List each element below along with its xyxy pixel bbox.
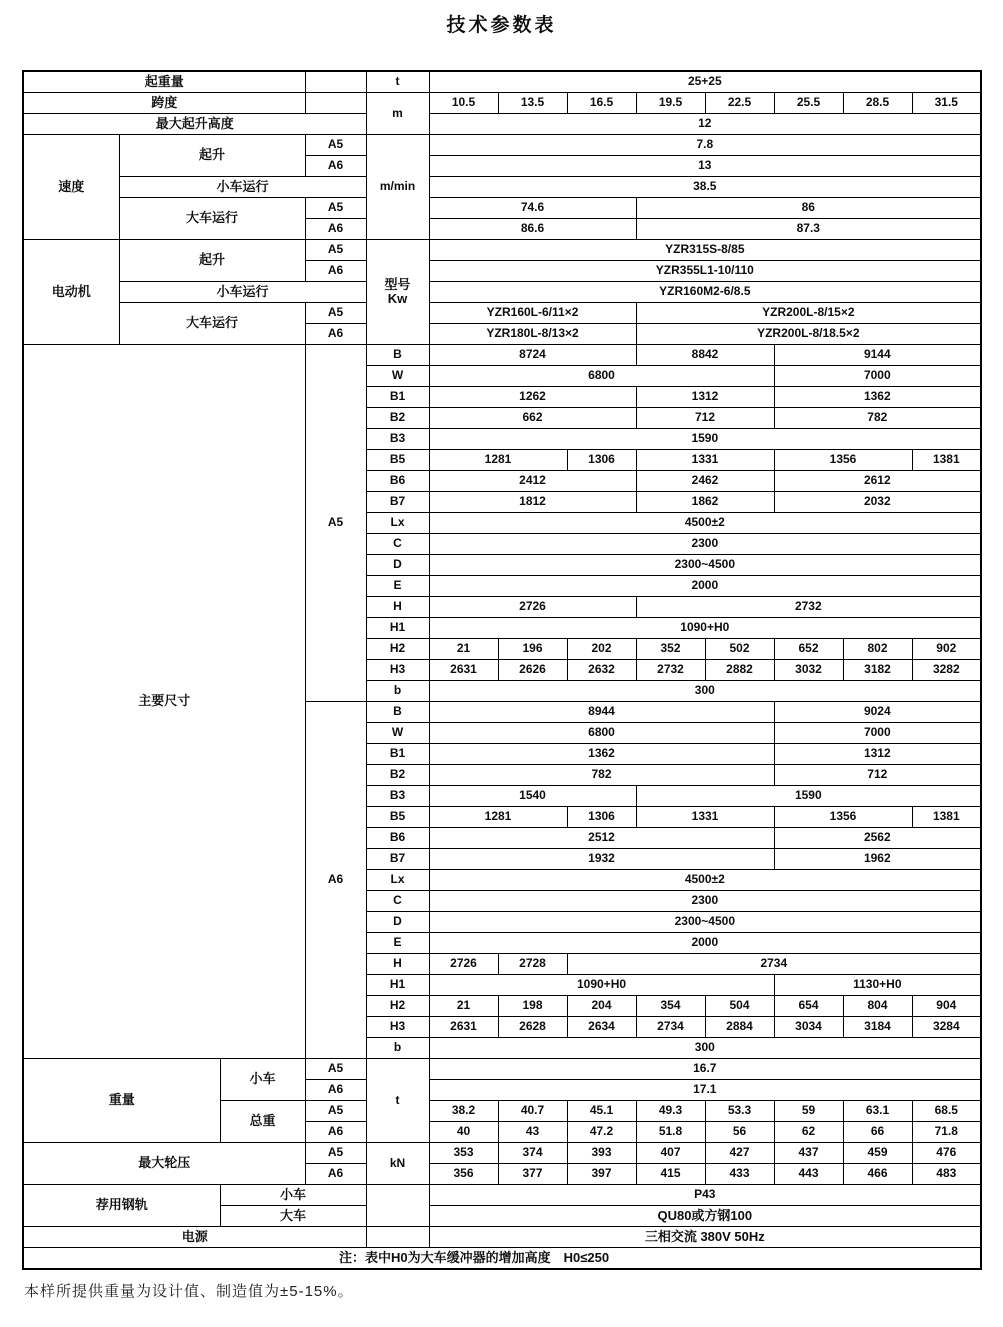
value-cell: 16.5 (567, 93, 636, 114)
value-cell: 2628 (498, 1017, 567, 1038)
value-cell: 652 (774, 639, 843, 660)
value-cell: 31.5 (912, 93, 981, 114)
section-recommended-rail: 荐用钢轨 (23, 1185, 220, 1227)
value-cell: 1281 (429, 450, 567, 471)
sub-trolley-travel: 小车运行 (119, 177, 366, 198)
dim-h: H (366, 954, 429, 975)
value-cell: 22.5 (705, 93, 774, 114)
section-power-supply: 电源 (23, 1227, 366, 1248)
dim-lx: Lx (366, 513, 429, 534)
table-row (23, 240, 981, 261)
table-row (23, 177, 981, 198)
grade-a5: A5 (305, 198, 366, 219)
sub-trolley-travel: 小车运行 (119, 282, 366, 303)
value-cell: YZR355L1-10/110 (429, 261, 981, 282)
section-main-dimensions: 主要尺寸 (23, 345, 305, 1059)
grade-a6: A6 (305, 261, 366, 282)
grade-a5: A5 (305, 1101, 366, 1122)
design-weight-footnote: 本样所提供重量为设计值、制造值为±5-15%。 (24, 1283, 354, 1300)
grade-a6: A6 (305, 1080, 366, 1101)
value-cell: 9024 (774, 702, 981, 723)
dim-h1: H1 (366, 975, 429, 996)
value-cell: 21 (429, 639, 498, 660)
value-cell: 1090+H0 (429, 975, 774, 996)
value-cell: 1540 (429, 786, 636, 807)
sub-hoisting: 起升 (119, 135, 305, 177)
value-cell: 1812 (429, 492, 636, 513)
value-cell: 2032 (774, 492, 981, 513)
value-cell: 1306 (567, 807, 636, 828)
value-cell: 2726 (429, 597, 636, 618)
value-cell: 3282 (912, 660, 981, 681)
value-cell: 1362 (774, 387, 981, 408)
value-cell: YZR315S-8/85 (429, 240, 981, 261)
table-row (23, 282, 981, 303)
value-cell: 25.5 (774, 93, 843, 114)
value-cell: 9144 (774, 345, 981, 366)
value-cell: 51.8 (636, 1122, 705, 1143)
value-cell: 1312 (636, 387, 774, 408)
value-cell: 68.5 (912, 1101, 981, 1122)
value-cell: 7.8 (429, 135, 981, 156)
dim-h: H (366, 597, 429, 618)
sub-crane: 大车 (220, 1206, 366, 1227)
value-cell: 2634 (567, 1017, 636, 1038)
spec-table-body (23, 71, 981, 1269)
value-cell: 38.2 (429, 1101, 498, 1122)
value-cell: 86 (636, 198, 981, 219)
section-weight: 重量 (23, 1059, 220, 1143)
value-cell: 393 (567, 1143, 636, 1164)
dim-b: B (366, 702, 429, 723)
unit-t: t (366, 71, 429, 93)
section-motor: 电动机 (23, 240, 119, 345)
value-cell: 2000 (429, 576, 981, 597)
section-lifting-capacity: 起重量 (23, 71, 305, 93)
value-cell: 2732 (636, 660, 705, 681)
value-max-lifting-height: 12 (429, 114, 981, 135)
page-title: 技术参数表 (446, 15, 557, 36)
grade-a6: A6 (305, 1164, 366, 1185)
value-cell: YZR160M2-6/8.5 (429, 282, 981, 303)
value-cell: 17.1 (429, 1080, 981, 1101)
value-cell: 397 (567, 1164, 636, 1185)
unit-kn: kN (366, 1143, 429, 1185)
grade-a5: A5 (305, 240, 366, 261)
sub-crane-travel: 大车运行 (119, 198, 305, 240)
value-lifting-capacity: 25+25 (429, 71, 981, 93)
value-cell: 1381 (912, 450, 981, 471)
value-cell: 7000 (774, 723, 981, 744)
table-row (23, 71, 981, 93)
value-cell: 2612 (774, 471, 981, 492)
value-cell: 43 (498, 1122, 567, 1143)
dim-b3: B3 (366, 786, 429, 807)
dim-d: D (366, 912, 429, 933)
value-cell: 2626 (498, 660, 567, 681)
table-row (23, 1185, 981, 1206)
value-cell: 2300 (429, 891, 981, 912)
grade-a5: A5 (305, 1059, 366, 1080)
value-cell: 483 (912, 1164, 981, 1185)
value-cell: 2632 (567, 660, 636, 681)
dim-h1: H1 (366, 618, 429, 639)
value-cell: 407 (636, 1143, 705, 1164)
dim-h2: H2 (366, 639, 429, 660)
value-cell: 1130+H0 (774, 975, 981, 996)
note-row: 注：表中H0为大车缓冲器的增加高度 H0≤250 (23, 1248, 981, 1270)
section-max-wheel-load: 最大轮压 (23, 1143, 305, 1185)
value-cell: 1312 (774, 744, 981, 765)
value-cell: 354 (636, 996, 705, 1017)
value-cell: 1362 (429, 744, 774, 765)
dim-b2: B2 (366, 408, 429, 429)
unit-t: t (366, 1059, 429, 1143)
value-cell: 8944 (429, 702, 774, 723)
value-cell: 53.3 (705, 1101, 774, 1122)
value-cell: YZR160L-6/11×2 (429, 303, 636, 324)
value-cell: 2562 (774, 828, 981, 849)
value-cell: 198 (498, 996, 567, 1017)
dim-w: W (366, 366, 429, 387)
value-cell: 16.7 (429, 1059, 981, 1080)
value-cell: 63.1 (843, 1101, 912, 1122)
value-cell: 712 (774, 765, 981, 786)
value-cell: 1381 (912, 807, 981, 828)
value-cell: 21 (429, 996, 498, 1017)
value-cell: 66 (843, 1122, 912, 1143)
grade-a5: A5 (305, 303, 366, 324)
value-cell: 2882 (705, 660, 774, 681)
table-row (23, 1143, 981, 1164)
value-cell: 1962 (774, 849, 981, 870)
dim-e: E (366, 933, 429, 954)
sub-hoisting: 起升 (119, 240, 305, 282)
technical-parameters-table (22, 70, 982, 1270)
value-cell: 28.5 (843, 93, 912, 114)
value-cell: 45.1 (567, 1101, 636, 1122)
value-cell: 204 (567, 996, 636, 1017)
grade-a5: A5 (305, 135, 366, 156)
grade-a5: A5 (305, 1143, 366, 1164)
value-cell: 504 (705, 996, 774, 1017)
value-cell: 300 (429, 1038, 981, 1059)
dim-b2: B2 (366, 765, 429, 786)
value-cell: 2462 (636, 471, 774, 492)
value-cell: 38.5 (429, 177, 981, 198)
value-cell: YZR200L-8/15×2 (636, 303, 981, 324)
value-cell: 7000 (774, 366, 981, 387)
value-cell: 71.8 (912, 1122, 981, 1143)
empty-cell (305, 93, 366, 114)
value-cell: 1862 (636, 492, 774, 513)
value-cell: 1281 (429, 807, 567, 828)
value-cell: 1090+H0 (429, 618, 981, 639)
dim-b7: B7 (366, 849, 429, 870)
dim-e: E (366, 576, 429, 597)
value-cell: 1331 (636, 807, 774, 828)
sub-total-weight: 总重 (220, 1101, 305, 1143)
sub-trolley: 小车 (220, 1185, 366, 1206)
table-row (23, 303, 981, 324)
value-cell: 3032 (774, 660, 843, 681)
value-cell: 654 (774, 996, 843, 1017)
value-cell: 662 (429, 408, 636, 429)
value-cell: 902 (912, 639, 981, 660)
value-cell: 196 (498, 639, 567, 660)
table-row (23, 345, 981, 366)
value-cell: 10.5 (429, 93, 498, 114)
value-cell: 1590 (636, 786, 981, 807)
value-cell: 19.5 (636, 93, 705, 114)
value-cell: 356 (429, 1164, 498, 1185)
value-cell: 59 (774, 1101, 843, 1122)
value-cell: 2512 (429, 828, 774, 849)
section-span: 跨度 (23, 93, 305, 114)
grade-a6: A6 (305, 1122, 366, 1143)
value-cell: 804 (843, 996, 912, 1017)
section-speed: 速度 (23, 135, 119, 240)
value-cell: 2734 (636, 1017, 705, 1038)
value-cell: 2884 (705, 1017, 774, 1038)
value-cell: 459 (843, 1143, 912, 1164)
value-cell: 1262 (429, 387, 636, 408)
value-cell: 2732 (636, 597, 981, 618)
value-cell: 6800 (429, 366, 774, 387)
table-row (23, 135, 981, 156)
value-cell: YZR180L-8/13×2 (429, 324, 636, 345)
value-cell: 300 (429, 681, 981, 702)
value-cell: 86.6 (429, 219, 636, 240)
value-cell: 374 (498, 1143, 567, 1164)
grade-a5: A5 (305, 345, 366, 702)
value-cell: 40 (429, 1122, 498, 1143)
value-cell: 56 (705, 1122, 774, 1143)
dim-b-small: b (366, 1038, 429, 1059)
value-cell: 2000 (429, 933, 981, 954)
value-cell: 476 (912, 1143, 981, 1164)
sub-crane-travel: 大车运行 (119, 303, 305, 345)
empty-cell (366, 1227, 429, 1248)
value-cell: 782 (774, 408, 981, 429)
value-cell: 1356 (774, 450, 912, 471)
value-cell: 4500±2 (429, 870, 981, 891)
value-cell: 3182 (843, 660, 912, 681)
value-cell: 1331 (636, 450, 774, 471)
value-cell: 87.3 (636, 219, 981, 240)
value-cell: 13 (429, 156, 981, 177)
dim-b3: B3 (366, 429, 429, 450)
value-cell: 2631 (429, 1017, 498, 1038)
value-cell: 502 (705, 639, 774, 660)
empty-cell (366, 1185, 429, 1227)
value-cell: 437 (774, 1143, 843, 1164)
value-cell: 802 (843, 639, 912, 660)
value-cell: 2734 (567, 954, 981, 975)
unit-m-min: m/min (366, 135, 429, 240)
grade-a6: A6 (305, 324, 366, 345)
value-cell: 47.2 (567, 1122, 636, 1143)
value-cell: 2728 (498, 954, 567, 975)
value-cell: 13.5 (498, 93, 567, 114)
value-cell: 377 (498, 1164, 567, 1185)
dim-b1: B1 (366, 744, 429, 765)
unit-model-kw: 型号 Kw (366, 240, 429, 345)
dim-b1: B1 (366, 387, 429, 408)
table-row (23, 198, 981, 219)
value-cell: QU80或方钢100 (429, 1206, 981, 1227)
dim-b6: B6 (366, 471, 429, 492)
value-cell: 6800 (429, 723, 774, 744)
grade-a6: A6 (305, 702, 366, 1059)
value-cell: 49.3 (636, 1101, 705, 1122)
sub-trolley: 小车 (220, 1059, 305, 1101)
value-cell: 3284 (912, 1017, 981, 1038)
value-cell: 8724 (429, 345, 636, 366)
dim-c: C (366, 534, 429, 555)
table-row (23, 1227, 981, 1248)
dim-c: C (366, 891, 429, 912)
value-cell: 427 (705, 1143, 774, 1164)
value-cell: 2300~4500 (429, 912, 981, 933)
table-row (23, 93, 981, 114)
value-cell: 353 (429, 1143, 498, 1164)
value-cell: 415 (636, 1164, 705, 1185)
dim-d: D (366, 555, 429, 576)
section-max-lifting-height: 最大起升高度 (23, 114, 366, 135)
value-cell: 3034 (774, 1017, 843, 1038)
value-cell: 3184 (843, 1017, 912, 1038)
dim-b6: B6 (366, 828, 429, 849)
grade-a6: A6 (305, 156, 366, 177)
value-cell: 2300 (429, 534, 981, 555)
value-cell: 443 (774, 1164, 843, 1185)
dim-w: W (366, 723, 429, 744)
value-cell: 1306 (567, 450, 636, 471)
value-cell: 1932 (429, 849, 774, 870)
value-cell: YZR200L-8/18.5×2 (636, 324, 981, 345)
value-cell: 712 (636, 408, 774, 429)
value-cell: 433 (705, 1164, 774, 1185)
dim-h3: H3 (366, 1017, 429, 1038)
grade-a6: A6 (305, 219, 366, 240)
unit-m: m (366, 93, 429, 135)
value-cell: 2300~4500 (429, 555, 981, 576)
value-cell: 202 (567, 639, 636, 660)
value-cell: 904 (912, 996, 981, 1017)
value-cell: 352 (636, 639, 705, 660)
dim-b-small: b (366, 681, 429, 702)
value-cell: 2631 (429, 660, 498, 681)
empty-cell (305, 71, 366, 93)
dim-b5: B5 (366, 807, 429, 828)
table-row (23, 1248, 981, 1270)
value-cell: 4500±2 (429, 513, 981, 534)
dim-h2: H2 (366, 996, 429, 1017)
dim-b: B (366, 345, 429, 366)
value-cell: 三相交流 380V 50Hz (429, 1227, 981, 1248)
dim-b7: B7 (366, 492, 429, 513)
value-cell: 74.6 (429, 198, 636, 219)
dim-lx: Lx (366, 870, 429, 891)
value-cell: 782 (429, 765, 774, 786)
value-cell: 1590 (429, 429, 981, 450)
value-cell: 1356 (774, 807, 912, 828)
value-cell: 8842 (636, 345, 774, 366)
dim-b5: B5 (366, 450, 429, 471)
table-row (23, 114, 981, 135)
value-cell: 2412 (429, 471, 636, 492)
value-cell: 466 (843, 1164, 912, 1185)
value-cell: 40.7 (498, 1101, 567, 1122)
value-cell: 2726 (429, 954, 498, 975)
value-cell: 62 (774, 1122, 843, 1143)
table-row (23, 1059, 981, 1080)
value-cell: P43 (429, 1185, 981, 1206)
dim-h3: H3 (366, 660, 429, 681)
